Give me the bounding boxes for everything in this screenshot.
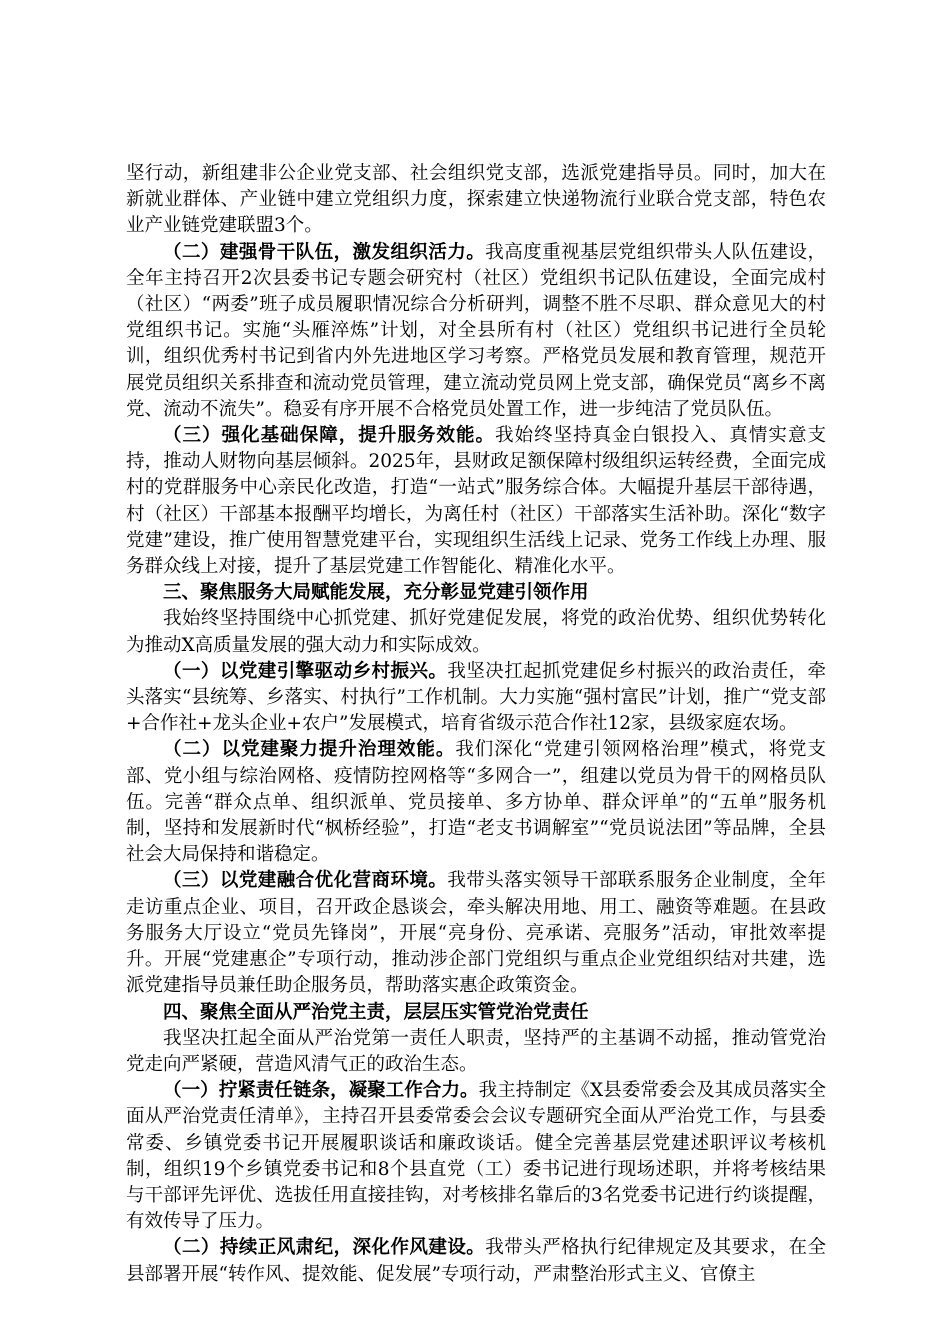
- paragraph: 坚行动，新组建非公企业党支部、社会组织党支部，选派党建指导员。同时，加大在新就业群体、产业链中建立党组织力度，探索建立快递物流行业联合党支部，特色农业产业链党建联盟3个。: [126, 163, 826, 237]
- paragraph: （二）持续正风肃纪，深化作风建设。我带头严格执行纪律规定及其要求，在全县部署开展“转作风、提效能、促发展”专项行动，严肃整治形式主义、官僚主: [126, 1237, 826, 1285]
- paragraph: 我始终坚持围绕中心抓党建、抓好党建促发展，将党的政治优势、组织优势转化为推动X高质量发展的强大动力和实际成效。: [126, 608, 826, 656]
- paragraph-lead: （一）以党建引擎驱动乡村振兴。: [163, 660, 448, 682]
- paragraph-lead: （三）以党建融合优化营商环境。: [163, 870, 448, 892]
- paragraph-lead: （二）以党建聚力提升治理效能。: [163, 739, 456, 761]
- paragraph: （二）以党建聚力提升治理效能。我们深化“党建引领网格治理”模式，将党支部、党小组与综治网格、疫情防控网格等“多网合一”，组建以党员为骨干的网格员队伍。完善“群众点单、组织派单、党员接单、多方协单、群众评单”的“五单”服务机制，坚持和发展新时代“枫桥经验”，打造“老支书调解室”“党员说法团”等品牌，全县社会大局保持和谐稳定。: [126, 739, 826, 866]
- paragraph: 我坚决扛起全面从严治党第一责任人职责，坚持严的主基调不动摇，推动管党治党走向严紧硬，营造风清气正的政治生态。: [126, 1027, 826, 1075]
- section-heading: 三、聚焦服务大局赋能发展，充分彰显党建引领作用: [163, 582, 589, 604]
- paragraph: （二）建强骨干队伍，激发组织活力。我高度重视基层党组织带头人队伍建设，全年主持召开2次县委书记专题会研究村（社区）党组织书记队伍建设，全面完成村（社区）“两委”班子成员履职情况综合分析研判，调整不胜不尽职、群众意见大的村党组织书记。实施“头雁淬炼”计划，对全县所有村（社区）党组织书记进行全员轮训，组织优秀村书记到省内外先进地区学习考察。严格党员发展和教育管理，规范开展党员组织关系排查和流动党员管理，建立流动党员网上党支部，确保党员“离乡不离党、流动不流失”。稳妥有序开展不合格党员处置工作，进一步纯洁了党员队伍。: [126, 241, 826, 420]
- paragraph: （一）以党建引擎驱动乡村振兴。我坚决扛起抓党建促乡村振兴的政治责任，牵头落实“县统筹、乡落实、村执行”工作机制。大力实施“强村富民”计划，推广“党支部+合作社+龙头企业+农户”发展模式，培育省级示范合作社12家，县级家庭农场。: [126, 660, 826, 735]
- paragraph: （一）拧紧责任链条，凝聚工作合力。我主持制定《X县委常委会及其成员落实全面从严治党责任清单》，主持召开县委常委会会议专题研究全面从严治党工作，与县委常委、乡镇党委书记开展履职谈话和廉政谈话。健全完善基层党建述职评议考核机制，组织19个乡镇党委书记和8个县直党（工）委书记进行现场述职，并将考核结果与干部评先评优、选拔任用直接挂钩，对考核排名靠后的3名党委书记进行约谈提醒，有效传导了压力。: [126, 1080, 826, 1233]
- paragraph-lead: （三）强化基础保障，提升服务效能。: [163, 425, 496, 447]
- section-heading: 四、聚焦全面从严治党主责，层层压实管党治党责任: [163, 1001, 589, 1023]
- paragraph-lead: （一）拧紧责任链条，凝聚工作合力。: [163, 1080, 479, 1102]
- paragraph: （三）强化基础保障，提升服务效能。我始终坚持真金白银投入、真情实意支持，推动人财物向基层倾斜。2025年，县财政足额保障村级组织运转经费，全面完成村的党群服务中心亲民化改造，打造“一站式”服务综合体。大幅提升基层干部待遇，村（社区）干部基本报酬平均增长，为离任村（社区）干部落实生活补助。深化“数字党建”建设，推广使用智慧党建平台，实现组织生活线上记录、党务工作线上办理、服务群众线上对接，提升了基层党建工作智能化、精准化水平。: [126, 425, 826, 578]
- paragraph-lead: （二）建强骨干队伍，激发组织活力。: [163, 241, 486, 263]
- paragraph: （三）以党建融合优化营商环境。我带头落实领导干部联系服务企业制度，全年走访重点企业、项目，召开政企恳谈会，牵头解决用地、用工、融资等难题。在县政务服务大厅设立“党员先锋岗”，开展“亮身份、亮承诺、亮服务”活动，审批效率提升。开展“党建惠企”专项行动，推动涉企部门党组织与重点企业党组织结对共建，选派党建指导员兼任助企服务员，帮助落实惠企政策资金。: [126, 870, 826, 997]
- document-page: [126, 161, 826, 1288]
- paragraph-lead: （二）持续正风肃纪，深化作风建设。: [163, 1237, 486, 1259]
